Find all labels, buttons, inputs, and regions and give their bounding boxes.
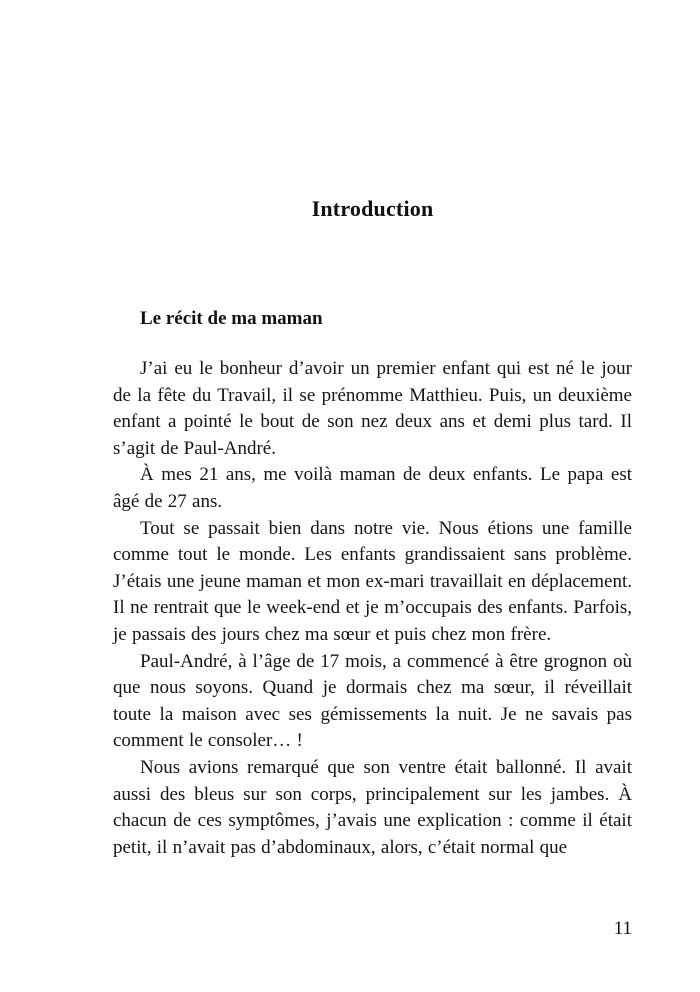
section-heading: Le récit de ma maman	[140, 308, 323, 329]
paragraph: Nous avions remarqué que son ventre était ballonné. Il avait aussi des bleus sur son corps, principalement sur les jambes. À chacun de ces symptômes, j’avais une explication : comme il était petit, il n’avait pas d’abdominaux, alors, c’était normal que	[113, 756, 632, 858]
paragraph: Paul-André, à l’âge de 17 mois, a commencé à être grognon où que nous soyons. Quand je dormais chez ma sœur, il réveillait toute la maison avec ses gémissements la nuit. Je ne savais pas comment le consoler… !	[113, 650, 632, 752]
page-number: 11	[613, 918, 632, 939]
body-text	[113, 356, 632, 861]
paragraph: J’ai eu le bonheur d’avoir un premier enfant qui est né le jour de la fête du Travail, il se prénomme Matthieu. Puis, un deuxième enfant a pointé le bout de son nez deux ans et demi plus tard. Il s’agit de Paul-André.	[113, 358, 632, 459]
paragraph: Tout se passait bien dans notre vie. Nous étions une famille comme tout le monde. Les enfants grandissaient sans problème. J’étais une jeune maman et mon ex-mari travaillait en déplacement. Il ne rentrait que le week-end et je m’occupais des enfants. Parfois, je passais des jours chez ma sœur et puis chez mon frère.	[113, 517, 632, 645]
page-title: Introduction	[311, 196, 434, 221]
paragraph: À mes 21 ans, me voilà maman de deux enfants. Le papa est âgé de 27 ans.	[113, 464, 632, 512]
